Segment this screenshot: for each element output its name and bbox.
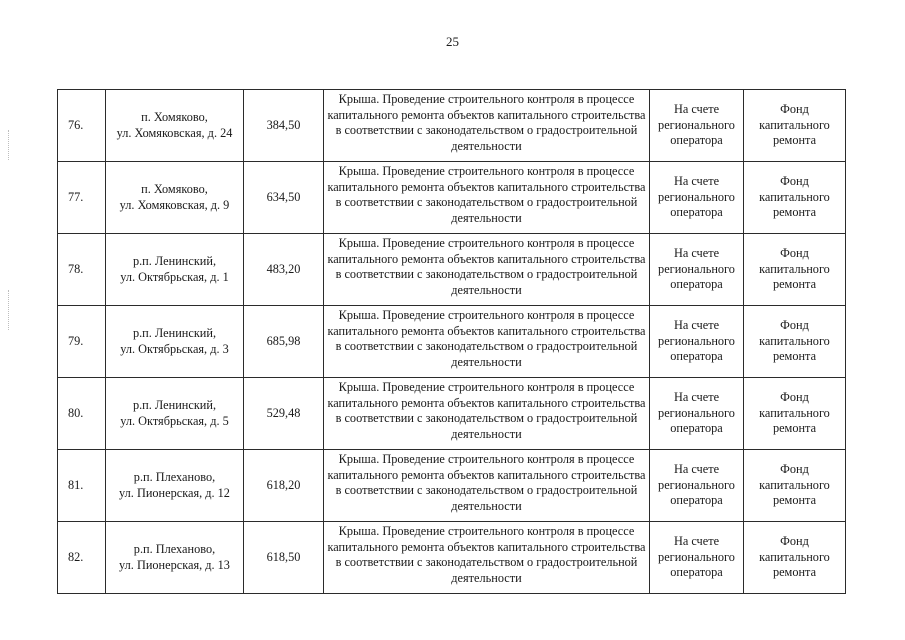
account-cell: На счете регионального оператора bbox=[650, 378, 744, 450]
table-row bbox=[58, 378, 846, 450]
row-number: 76. bbox=[58, 90, 106, 162]
address-street: ул. Октябрьская, д. 5 bbox=[120, 413, 229, 428]
address-cell bbox=[106, 306, 244, 378]
work-description-cell: Крыша. Проведение строительного контроля в процессе капитального ремонта объектов капитального строительства в соответствии с законодательством о градостроительной деятельности bbox=[324, 306, 650, 378]
table-row bbox=[58, 234, 846, 306]
address-cell bbox=[106, 450, 244, 522]
page-number: 25 bbox=[446, 34, 459, 49]
work-description-cell: Крыша. Проведение строительного контроля в процессе капитального ремонта объектов капитального строительства в соответствии с законодательством о градостроительной деятельности bbox=[324, 90, 650, 162]
area-cell: 618,20 bbox=[244, 450, 324, 522]
address-settlement: р.п. Ленинский, bbox=[132, 398, 217, 412]
row-number: 78. bbox=[58, 234, 106, 306]
work-description-cell: Крыша. Проведение строительного контроля в процессе капитального ремонта объектов капитального строительства в соответствии с законодательством о градостроительной деятельности bbox=[324, 162, 650, 234]
row-number: 81. bbox=[58, 450, 106, 522]
address-street: ул. Октябрьская, д. 3 bbox=[120, 341, 229, 356]
address-cell bbox=[106, 162, 244, 234]
scan-margin-mark bbox=[8, 290, 10, 330]
funding-source-cell: Фонд капитального ремонта bbox=[744, 522, 846, 594]
account-cell: На счете регионального оператора bbox=[650, 162, 744, 234]
row-number: 77. bbox=[58, 162, 106, 234]
work-description-cell: Крыша. Проведение строительного контроля в процессе капитального ремонта объектов капитального строительства в соответствии с законодательством о градостроительной деятельности bbox=[324, 450, 650, 522]
address-cell bbox=[106, 90, 244, 162]
address-settlement: р.п. Ленинский, bbox=[132, 326, 217, 340]
account-cell: На счете регионального оператора bbox=[650, 234, 744, 306]
area-cell: 634,50 bbox=[244, 162, 324, 234]
work-description-cell: Крыша. Проведение строительного контроля в процессе капитального ремонта объектов капитального строительства в соответствии с законодательством о градостроительной деятельности bbox=[324, 378, 650, 450]
address-settlement: р.п. Плеханово, bbox=[133, 470, 216, 484]
repair-table bbox=[57, 89, 846, 594]
address-settlement: р.п. Плеханово, bbox=[133, 542, 216, 556]
scan-margin-mark bbox=[8, 130, 10, 160]
account-cell: На счете регионального оператора bbox=[650, 450, 744, 522]
account-cell: На счете регионального оператора bbox=[650, 522, 744, 594]
address-cell bbox=[106, 522, 244, 594]
account-cell: На счете регионального оператора bbox=[650, 306, 744, 378]
address-settlement: п. Хомяково, bbox=[141, 110, 208, 124]
table-row bbox=[58, 162, 846, 234]
area-cell: 384,50 bbox=[244, 90, 324, 162]
row-number: 80. bbox=[58, 378, 106, 450]
address-cell bbox=[106, 234, 244, 306]
address-street: ул. Октябрьская, д. 1 bbox=[120, 269, 229, 284]
table-row bbox=[58, 306, 846, 378]
funding-source-cell: Фонд капитального ремонта bbox=[744, 90, 846, 162]
area-cell: 618,50 bbox=[244, 522, 324, 594]
area-cell: 529,48 bbox=[244, 378, 324, 450]
funding-source-cell: Фонд капитального ремонта bbox=[744, 450, 846, 522]
work-description-cell: Крыша. Проведение строительного контроля в процессе капитального ремонта объектов капитального строительства в соответствии с законодательством о градостроительной деятельности bbox=[324, 522, 650, 594]
address-street: ул. Пионерская, д. 12 bbox=[119, 485, 230, 500]
row-number: 79. bbox=[58, 306, 106, 378]
row-number: 82. bbox=[58, 522, 106, 594]
funding-source-cell: Фонд капитального ремонта bbox=[744, 162, 846, 234]
area-cell: 685,98 bbox=[244, 306, 324, 378]
area-cell: 483,20 bbox=[244, 234, 324, 306]
table-row bbox=[58, 450, 846, 522]
address-cell bbox=[106, 378, 244, 450]
funding-source-cell: Фонд капитального ремонта bbox=[744, 306, 846, 378]
address-settlement: п. Хомяково, bbox=[141, 182, 208, 196]
funding-source-cell: Фонд капитального ремонта bbox=[744, 378, 846, 450]
account-cell: На счете регионального оператора bbox=[650, 90, 744, 162]
address-settlement: р.п. Ленинский, bbox=[132, 254, 217, 268]
address-street: ул. Пионерская, д. 13 bbox=[119, 557, 230, 572]
table-row bbox=[58, 522, 846, 594]
address-street: ул. Хомяковская, д. 9 bbox=[119, 197, 230, 212]
address-street: ул. Хомяковская, д. 24 bbox=[116, 125, 233, 140]
work-description-cell: Крыша. Проведение строительного контроля в процессе капитального ремонта объектов капитального строительства в соответствии с законодательством о градостроительной деятельности bbox=[324, 234, 650, 306]
table-row bbox=[58, 90, 846, 162]
funding-source-cell: Фонд капитального ремонта bbox=[744, 234, 846, 306]
